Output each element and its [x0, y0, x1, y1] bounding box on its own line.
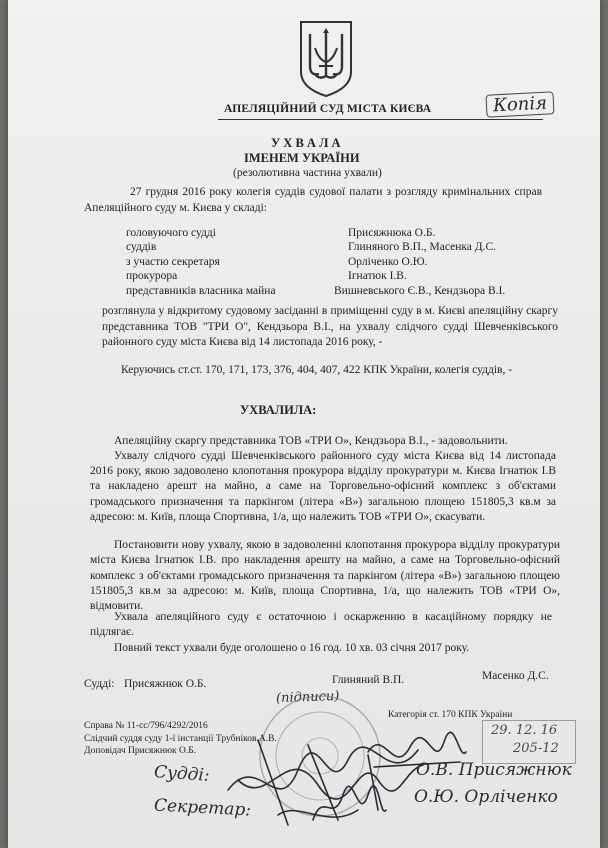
- court-name: АПЕЛЯЦІЙНИЙ СУД МІСТА КИЄВА: [224, 103, 432, 115]
- judges-label: Судді:: [84, 678, 115, 690]
- panel-row: представників власника майна Вишневського Є.В., Кендзьора В.І.: [126, 284, 506, 297]
- signatures-note: (підписи): [275, 688, 340, 707]
- footer-investigating-judge: Слідчий суддя суду 1-ї інстанції Трубніков А.В.: [84, 734, 277, 744]
- copy-mark: Копія: [485, 91, 554, 118]
- handwritten-secretary-label: Секретар:: [153, 795, 252, 821]
- ruling-paragraph-5: Повний текст ухвали буде оголошено о 16 год. 10 хв. 03 січня 2017 року.: [114, 642, 470, 654]
- judge-name-3: Масенко Д.С.: [482, 670, 549, 682]
- decided-heading: УХВАЛИЛА:: [240, 403, 317, 417]
- trident-emblem-icon: [297, 18, 355, 98]
- court-underline: [218, 119, 543, 120]
- stamp-number: 205-12: [513, 741, 559, 756]
- stamp-date: 29. 12. 16: [491, 723, 558, 738]
- judge-name-2: Глиняний В.П.: [332, 674, 405, 686]
- ruling-paragraph-1: Апеляційну скаргу представника ТОВ «ТРИ О», Кендзьора В.І., - задовольнити.: [114, 435, 508, 447]
- secretary-signature: [308, 780, 388, 830]
- judge-name-1: Присяжнюк О.Б.: [124, 678, 207, 690]
- panel-row: головуючого судді Присяжнюка О.Б.: [126, 227, 436, 239]
- copy-signature: [364, 722, 468, 782]
- ruling-paragraph-2: Ухвалу слідчого судді Шевченківського районного суду міста Києва від 14 листопада 2016 року, якою задоволено клопотання прокурора відділу прокуратури м. Києва Ігнатюк І.В та накладено арешт на майно, а саме на Торговельно-офісний комплекс з об'єктами громадського призначення та паркінгом (літера «В») загальною площею 151805,3 кв.м за адресою: м. Київ, площа Спортивна, 1/а, що належить ТОВ «ТРИ О», скасувати.: [90, 450, 556, 523]
- handwritten-judge-label: Судді:: [153, 762, 211, 786]
- footer-rapporteur: Доповідач Присяжнюк О.Б.: [84, 746, 197, 756]
- considered-paragraph: розглянула у відкритому судовому засіданні в приміщенні суду в м. Києві апеляційну скаргу представника ТОВ "ТРИ О", Кендзьора В.І., на ухвалу слідчого судді Шевченківського районного суду міста Києва від 14 листопада 2016 року, -: [102, 305, 558, 348]
- footer-case-number: Справа № 11-сс/796/4292/2016: [84, 721, 208, 731]
- title-line-1: У Х В А Л А: [271, 136, 341, 150]
- footer-category: Категорія ст. 170 КПК України: [388, 710, 513, 720]
- intro-paragraph: 27 грудня 2016 року колегія суддів судової палати з розгляду кримінальних справ Апеляційного суду м. Києва у складі:: [84, 186, 542, 214]
- handwritten-secretary-name: О.Ю. Орліченко: [414, 787, 558, 807]
- title-line-3: (резолютивна частина ухвали): [233, 167, 382, 179]
- ruling-paragraph-4: Ухвала апеляційного суду є остаточною і оскарженню в касаційному порядку не підлягає.: [90, 611, 552, 638]
- title-line-2: ІМЕНЕМ УКРАЇНИ: [244, 151, 360, 165]
- registry-stamp: [482, 720, 576, 764]
- handwritten-judge-name: О.В. Присяжнюк: [416, 760, 572, 780]
- panel-row: з участю секретаря Орліченко О.Ю.: [126, 255, 428, 268]
- panel-row: прокурора Ігнатюк І.В.: [126, 270, 407, 283]
- document-page: [8, 0, 600, 848]
- ruling-paragraph-3: Постановити нову ухвалу, якою в задоволенні клопотання прокурора відділу прокуратури міста Києва Ігнатюк І.В. про накладення арешту на майно, а саме на Торговельно-офісний комплекс з об'єктами громадського призначення та паркінгом (літера «В») загальною площею 151805,3 кв.м за адресою: м. Київ, площа Спортивна, 1/а, що належить ТОВ «ТРИ О», відмовити.: [90, 539, 560, 613]
- panel-composition: [126, 226, 546, 298]
- panel-row: суддів Глиняного В.П., Масенка Д.С.: [126, 241, 497, 254]
- guided-paragraph: Керуючись ст.ст. 170, 171, 173, 376, 404, 407, 422 КПК України, колегія суддів, -: [121, 364, 513, 376]
